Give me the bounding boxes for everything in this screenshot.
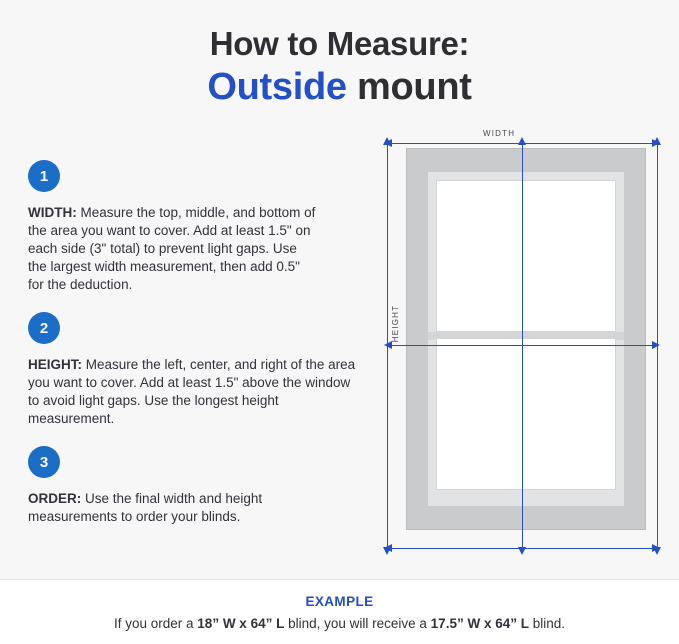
step-2 [28, 312, 368, 428]
height-arrow-center-bottom [518, 547, 526, 555]
page-title [0, 24, 679, 110]
title-accent-word: Outside [207, 66, 347, 108]
step-3-body: Use the final width and height measurements to order your blinds. [28, 491, 263, 524]
example-text-part-3: blind. [528, 616, 565, 631]
example-heading: EXAMPLE [305, 594, 374, 609]
step-3-label: ORDER: [28, 491, 82, 506]
example-text-part-1: If you order a [114, 616, 198, 631]
height-arrow-right-top [653, 137, 661, 145]
step-1 [28, 160, 368, 294]
window-diagram [378, 129, 663, 559]
step-1-body: Measure the top, middle, and bottom of the area you want to cover. Add at least 1.5" on each side (3" total) to prevent light gaps. Use the largest width measurement, then add 0.5" for the deduction. [28, 205, 316, 292]
example-footer [0, 579, 679, 644]
width-arrow-middle-right [652, 341, 660, 349]
step-2-badge: 2 [28, 312, 60, 344]
width-line-middle [386, 345, 658, 346]
height-arrow-right-bottom [653, 547, 661, 555]
step-3-badge: 3 [28, 446, 60, 478]
step-1-text [28, 204, 318, 294]
example-text-part-2: blind, you will receive a [284, 616, 431, 631]
height-arrow-left-bottom [383, 547, 391, 555]
example-text [0, 616, 679, 631]
window-glass-bottom [436, 338, 616, 490]
window-glass-top [436, 180, 616, 332]
step-3-text [28, 490, 328, 526]
step-3 [28, 446, 368, 526]
step-2-text [28, 356, 358, 428]
steps-list [28, 160, 368, 544]
step-2-label: HEIGHT: [28, 357, 82, 372]
example-received-size: 17.5” W x 64” L [430, 616, 529, 631]
title-rest-word: mount [346, 66, 472, 108]
title-line-2 [0, 64, 679, 110]
step-1-badge: 1 [28, 160, 60, 192]
width-label-top: WIDTH [480, 129, 518, 138]
width-arrow-middle-left [384, 341, 392, 349]
height-label-left: HEIGHT [391, 302, 400, 345]
height-arrow-center-top [518, 137, 526, 145]
step-1-label: WIDTH: [28, 205, 77, 220]
step-2-body: Measure the left, center, and right of the area you want to cover. Add at least 1.5" above the window to avoid light gaps. Use the longest height measurement. [28, 357, 356, 426]
height-arrow-left-top [383, 137, 391, 145]
title-line-1: How to Measure: [209, 25, 470, 62]
example-order-size: 18” W x 64” L [197, 616, 285, 631]
